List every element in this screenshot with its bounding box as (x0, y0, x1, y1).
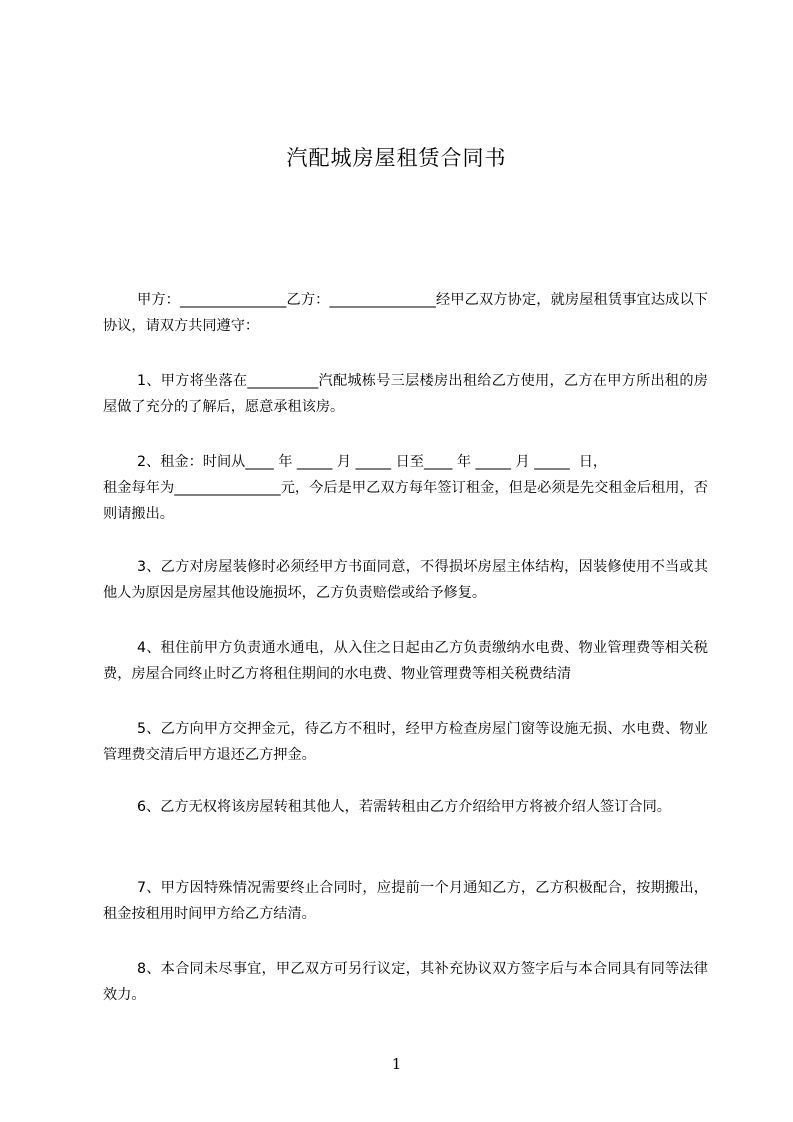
document-title: 汽配城房屋租赁合同书 (286, 146, 507, 170)
page-number: 1 (391, 1055, 402, 1073)
clause-7-termination: 7、甲方因特殊情况需要终止合同时，应提前一个月通知乙方，乙方积极配合，按期搬出，租金按租用时间甲方给乙方结清。 (103, 880, 708, 922)
clause-8-supplementary: 8、本合同未尽事宜，甲乙双方可另行议定，其补充协议双方签字后与本合同具有同等法律效力。 (103, 961, 708, 1003)
paragraph-parties: 甲方：_______________乙方：_______________经甲乙双方协定，就房屋租赁事宜达成以下协议，请双方共同遵守： (103, 292, 708, 334)
clause-6-sublease: 6、乙方无权将该房屋转租其他人，若需转租由乙方介绍给甲方将被介绍人签订合同。 (137, 799, 671, 815)
clause-2-rent: 2、租金：时间从____ 年 _____ 月 _____ 日至____ 年 _____ 月 _____ 日， 租金每年为_______________元，今后是甲乙双方每年签订租金，但是必须是先交租金后租用，否则请搬出。 (103, 454, 708, 522)
clause-3-renovation: 3、乙方对房屋装修时必须经甲方书面同意，不得损坏房屋主体结构，因装修使用不当或其他人为原因是房屋其他设施损坏，乙方负责赔偿或给予修复。 (103, 559, 708, 601)
clause-5-deposit: 5、乙方向甲方交押金元，待乙方不租时，经甲方检查房屋门窗等设施无损、水电费、物业管理费交清后甲方退还乙方押金。 (103, 721, 708, 763)
clause-4-utilities: 4、租住前甲方负责通水通电，从入住之日起由乙方负责缴纳水电费、物业管理费等相关税费，房屋合同终止时乙方将租住期间的水电费、物业管理费等相关税费结清 (103, 640, 708, 682)
clause-1-premises: 1、甲方将坐落在__________汽配城栋号三层楼房出租给乙方使用，乙方在甲方所出租的房屋做了充分的了解后，愿意承租该房。 (103, 373, 708, 415)
